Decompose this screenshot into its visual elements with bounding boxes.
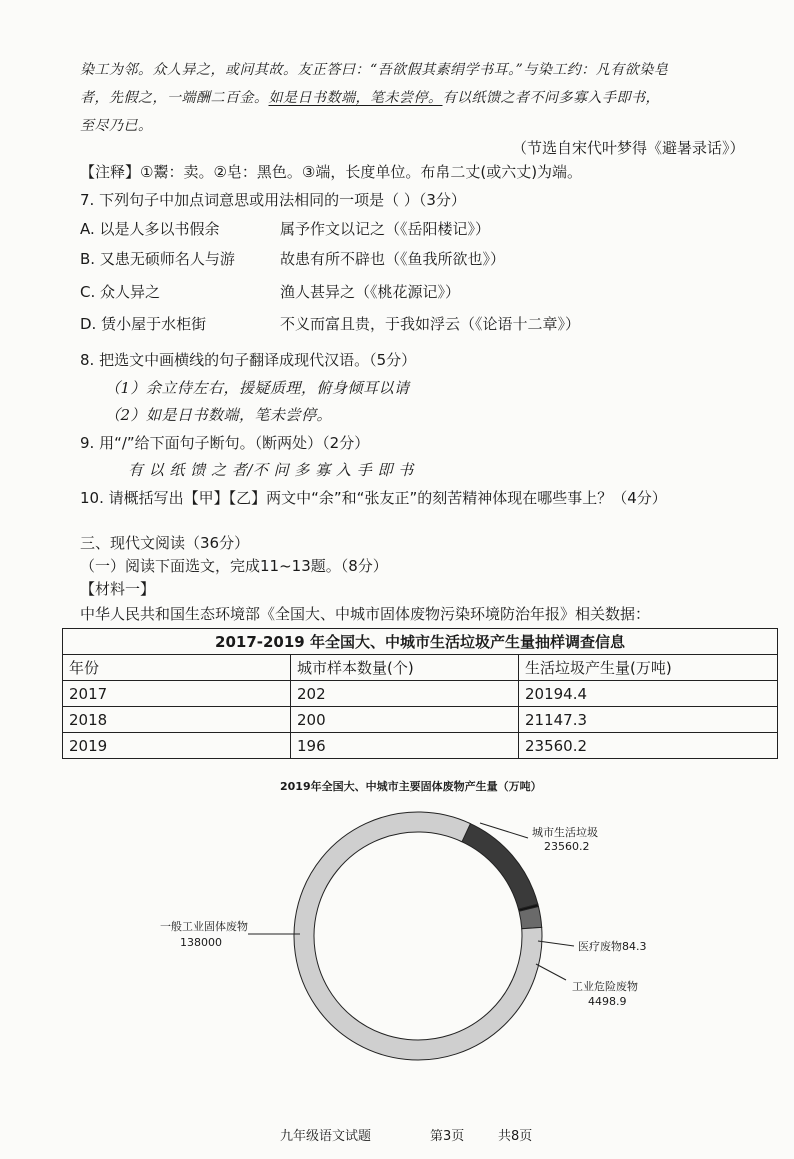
table-caption: 2017-2019 年全国大、中城市生活垃圾产生量抽样调查信息 (63, 629, 778, 655)
section-3-heading: 三、现代文阅读（36分） (80, 534, 250, 552)
table-cell: 23560.2 (519, 733, 778, 759)
q8-item-1: （1）余立侍左右，援疑质理，俯身倾耳以请 (105, 379, 410, 397)
q8-item-2: （2）如是日书数端，笔未尝停。 (105, 406, 333, 424)
chart-title: 2019年全国大、中城市主要固体废物产生量（万吨） (280, 780, 542, 793)
ring-slice (460, 823, 537, 910)
q7-option-c-right: 渔人甚异之（《桃花源记》） (280, 283, 461, 301)
q7-option-d-right: 不义而富且贵，于我如浮云（《论语十二章》） (280, 315, 581, 333)
table-cell: 202 (291, 681, 519, 707)
footer-total: 共8页 (498, 1129, 533, 1144)
material-1-label: 【材料一】 (80, 580, 156, 598)
q7-option-a-right: 属予作文以记之（《岳阳楼记》） (280, 220, 491, 238)
q7-option-d-left: D. 赁小屋于水柜街 (80, 315, 207, 333)
question-7: 7. 下列句子中加点词意思或用法相同的一项是（ ）（3分） (80, 191, 466, 209)
table-header-amount: 生活垃圾产生量(万吨) (519, 655, 778, 681)
table-cell: 2018 (63, 707, 291, 733)
material-1-intro: 中华人民共和国生态环境部《全国大、中城市固体废物污染环境防治年报》相关数据： (80, 605, 651, 623)
question-8: 8. 把选文中画横线的句子翻译成现代汉语。（5分） (80, 351, 417, 369)
table-header-year: 年份 (63, 655, 291, 681)
footer-title: 九年级语文试题 (280, 1129, 372, 1144)
leader-line-medical (538, 941, 574, 946)
label-industrial-value: 138000 (180, 936, 222, 949)
annotation-note: 【注释】①鬻：卖。②皂：黑色。③端，长度单位。布帛二丈(或六丈)为端。 (80, 163, 583, 181)
question-10: 10. 请概括写出【甲】【乙】两文中“余”和“张友正”的刻苦精神体现在哪些事上？（4分） (80, 489, 667, 507)
passage-line-3: 至尽乃已。 (80, 118, 153, 134)
question-9: 9. 用“/”给下面句子断句。（断两处）（2分） (80, 434, 370, 452)
passage-line-1: 染工为邻。众人异之，或问其故。友正答曰：“吾欲假其素绢学书耳。”与染工约：凡有欲染皂 (80, 62, 669, 78)
passage-source: （节选自宋代叶梦得《避暑录话》） (512, 139, 745, 157)
table-cell: 196 (291, 733, 519, 759)
underlined-sentence: 如是日书数端，笔未尝停。 (268, 90, 443, 106)
q7-option-b-right: 故患有所不辟也（《鱼我所欲也》） (280, 250, 506, 268)
label-medical: 医疗废物84.3 (578, 940, 647, 953)
label-hazardous-name: 工业危险废物 (572, 980, 638, 993)
table-cell: 2019 (63, 733, 291, 759)
footer-page: 第3页 (430, 1129, 465, 1144)
table-cell: 2017 (63, 681, 291, 707)
passage-line-2a: 者，先假之，一端 (80, 90, 196, 106)
label-hazardous-value: 4498.9 (588, 995, 627, 1008)
label-household-value: 23560.2 (544, 840, 590, 853)
passage-line-2c: 有以纸馈之者不问多寡入手即书， (442, 90, 660, 106)
table-cell: 200 (291, 707, 519, 733)
passage-line-2b: 酬二百金。 (196, 90, 269, 106)
q7-option-c-left: C. 众人异之 (80, 283, 161, 301)
q7-option-b-left: B. 又患无硕师名人与游 (80, 250, 235, 268)
label-household-name: 城市生活垃圾 (532, 826, 598, 839)
table-cell: 20194.4 (519, 681, 778, 707)
q7-option-a-left: A. 以是人多以书假余 (80, 220, 220, 238)
table-header-sample: 城市样本数量(个) (291, 655, 519, 681)
table-cell: 21147.3 (519, 707, 778, 733)
section-3-sub: （一）阅读下面选文，完成11~13题。（8分） (80, 557, 388, 575)
label-industrial-name: 一般工业固体废物 (160, 920, 248, 933)
leader-line-hazardous (536, 964, 566, 980)
q9-sentence: 有 以 纸 馈 之 者/不 问 多 寡 入 手 即 书 (128, 461, 414, 479)
